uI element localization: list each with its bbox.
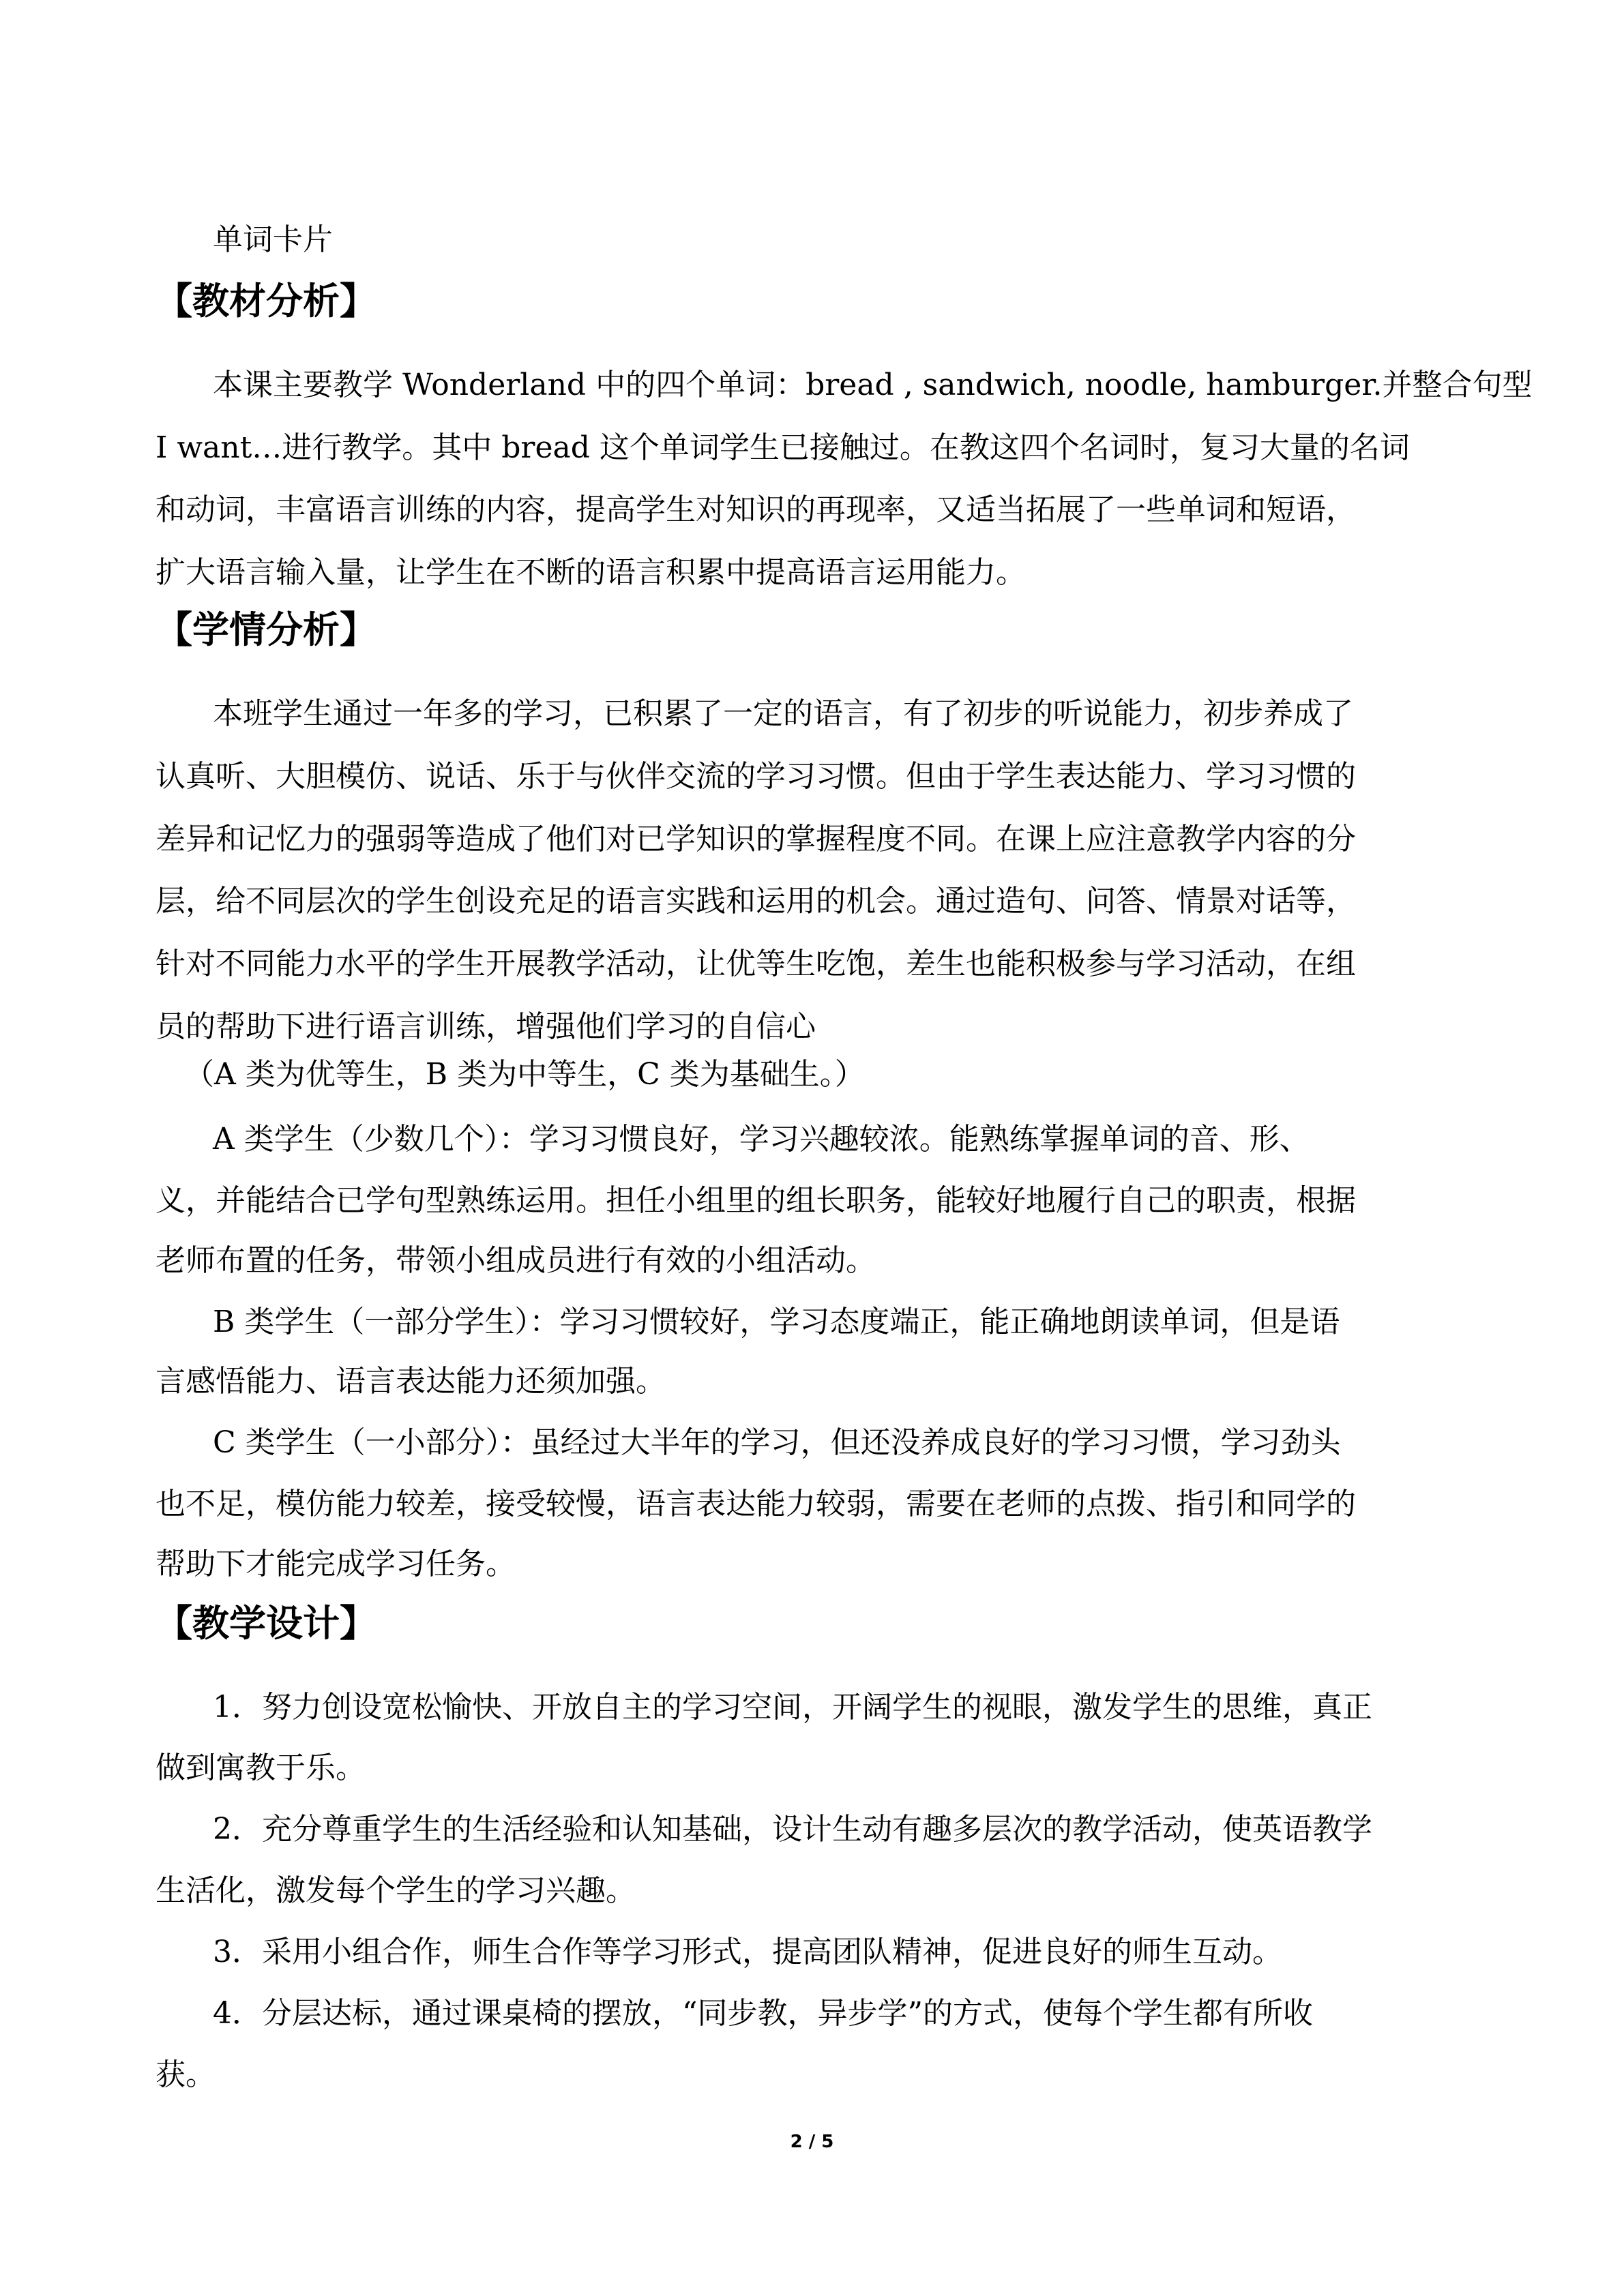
paragraph-line: 和动词，丰富语言训练的内容，提高学生对知识的再现率，又适当拓展了一些单词和短语， xyxy=(156,492,1356,527)
paragraph-line: B 类学生（一部分学生）：学习习惯较好，学习态度端正，能正确地朗读单词，但是语 xyxy=(213,1304,1340,1339)
paragraph-line: 扩大语言输入量，让学生在不断的语言积累中提高语言运用能力。 xyxy=(156,555,1026,590)
paragraph-line: 老师布置的任务，带领小组成员进行有效的小组活动。 xyxy=(156,1243,876,1278)
paragraph-line: 也不足，模仿能力较差，接受较慢，语言表达能力较弱，需要在老师的点拨、指引和同学的 xyxy=(156,1487,1356,1521)
intro-item: 单词卡片 xyxy=(213,222,333,257)
paragraph-line: C 类学生（一小部分）：虽经过大半年的学习，但还没养成良好的学习习惯，学习劲头 xyxy=(213,1425,1341,1460)
paragraph-line: 帮助下才能完成学习任务。 xyxy=(156,1547,516,1581)
paragraph-line: 层，给不同层次的学生创设充足的语言实践和运用的机会。通过造句、问答、情景对话等， xyxy=(156,884,1356,919)
paragraph-line: 差异和记忆力的强弱等造成了他们对已学知识的掌握程度不同。在课上应注意教学内容的分 xyxy=(156,822,1356,856)
paragraph-line: 认真听、大胆模仿、说话、乐于与伙伴交流的学习习惯。但由于学生表达能力、学习习惯的 xyxy=(156,759,1356,794)
paragraph-line: 本班学生通过一年多的学习，已积累了一定的语言，有了初步的听说能力，初步养成了 xyxy=(213,696,1353,731)
paragraph-line: 3．采用小组合作，师生合作等学习形式，提高团队精神，促进良好的师生互动。 xyxy=(213,1935,1282,1969)
paragraph-line: 本课主要教学 Wonderland 中的四个单词：bread , sandwich, noodle, hamburger.并整合句型 xyxy=(213,368,1533,402)
section-heading-textbook-analysis: 【教材分析】 xyxy=(156,280,377,323)
paragraph-line: 做到寓教于乐。 xyxy=(156,1750,366,1785)
paragraph-line: I want…进行教学。其中 bread 这个单词学生已接触过。在教这四个名词时，复习大量的名词 xyxy=(156,430,1410,465)
paragraph-line: 获。 xyxy=(156,2057,216,2092)
paragraph-line: 义，并能结合已学句型熟练运用。担任小组里的组长职务，能较好地履行自己的职责，根据 xyxy=(156,1183,1356,1218)
section-heading-teaching-design: 【教学设计】 xyxy=(156,1602,377,1645)
paragraph-line: 1．努力创设宽松愉快、开放自主的学习空间，开阔学生的视眼，激发学生的思维，真正 xyxy=(213,1690,1372,1725)
paragraph-line: 4．分层达标，通过课桌椅的摆放，“同步教，异步学”的方式，使每个学生都有所收 xyxy=(213,1996,1313,2031)
page-number: 2 / 5 xyxy=(790,2132,834,2152)
paragraph-line: 生活化，激发每个学生的学习兴趣。 xyxy=(156,1873,636,1908)
paragraph-line: 员的帮助下进行语言训练，增强他们学习的自信心 xyxy=(156,1009,816,1044)
paragraph-line: （A 类为优等生，B 类为中等生，C 类为基础生。） xyxy=(184,1057,865,1092)
paragraph-line: 言感悟能力、语言表达能力还须加强。 xyxy=(156,1364,666,1399)
paragraph-line: 2．充分尊重学生的生活经验和认知基础，设计生动有趣多层次的教学活动，使英语教学 xyxy=(213,1812,1372,1847)
paragraph-line: 针对不同能力水平的学生开展教学活动，让优等生吃饱，差生也能积极参与学习活动，在组 xyxy=(156,946,1356,981)
section-heading-student-analysis: 【学情分析】 xyxy=(156,608,377,651)
paragraph-line: A 类学生（少数几个）：学习习惯良好，学习兴趣较浓。能熟练掌握单词的音、形、 xyxy=(213,1122,1310,1157)
